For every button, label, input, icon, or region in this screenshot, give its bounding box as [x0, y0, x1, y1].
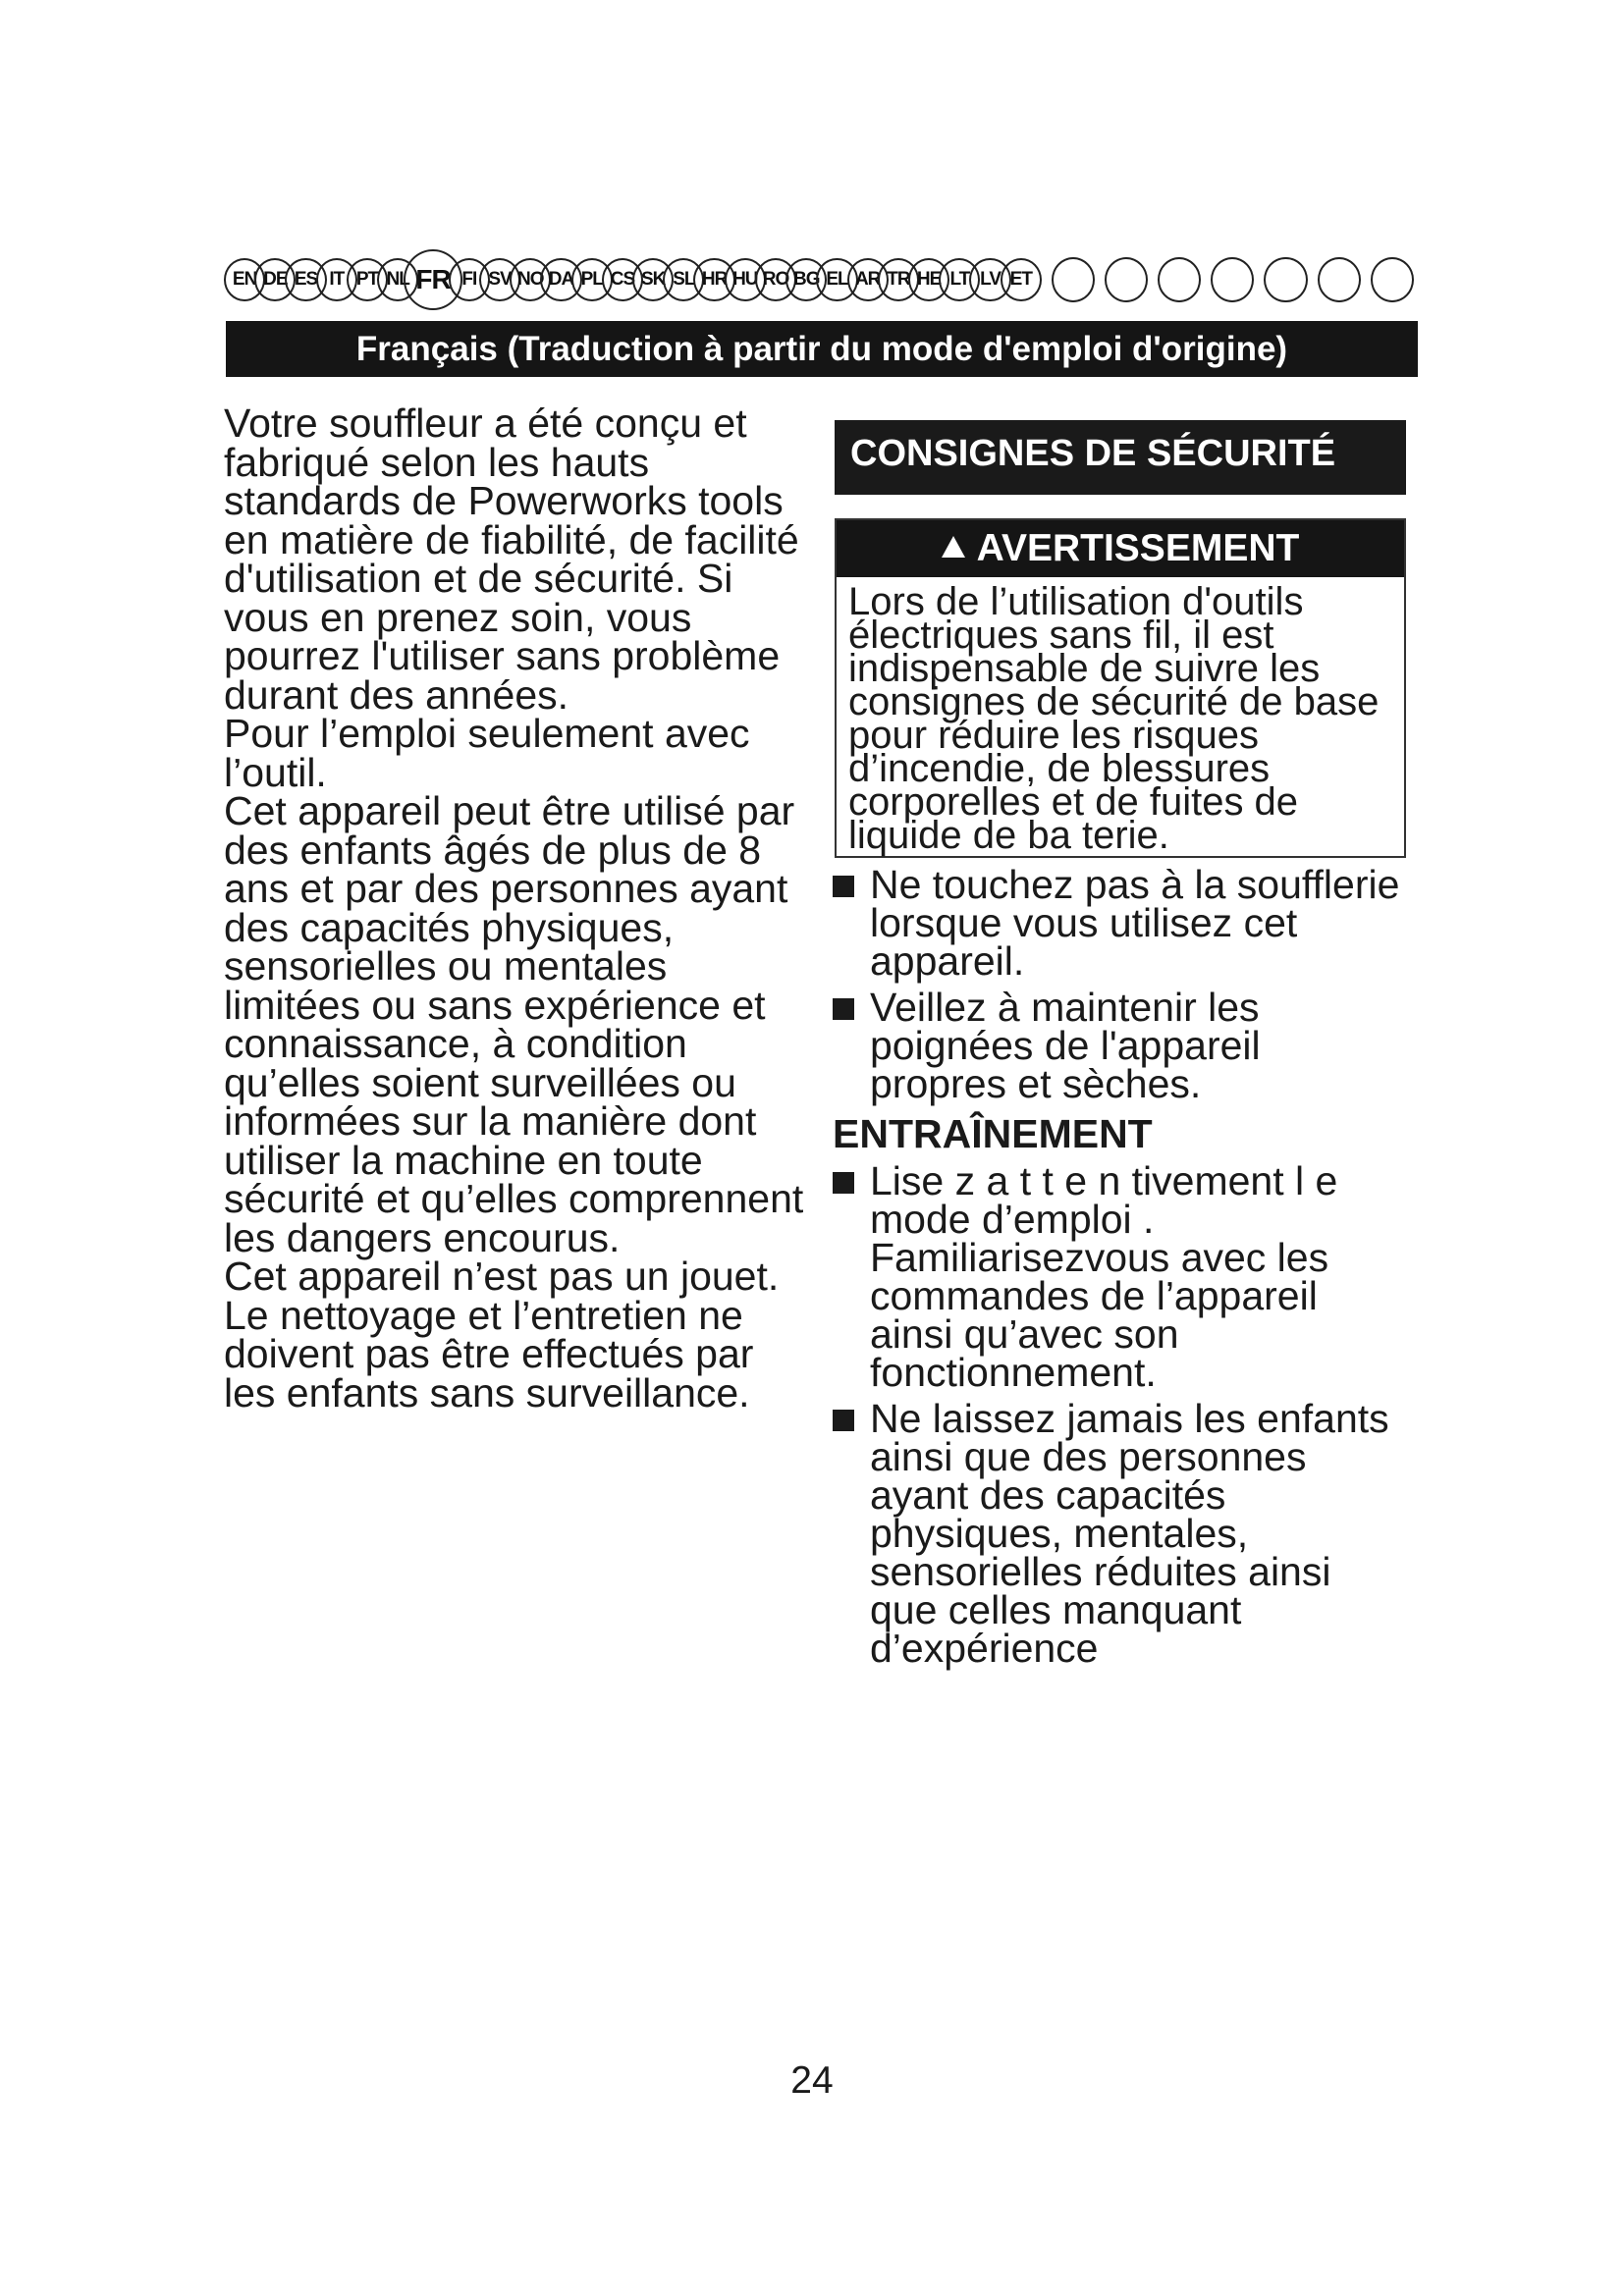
bullet-square-icon	[833, 876, 854, 897]
safety-section-title: CONSIGNES DE SÉCURITÉ	[835, 420, 1406, 495]
lang-pt[interactable]: PT	[347, 258, 388, 301]
bullet-text: Ne touchez pas à la soufflerie lorsque vous utilisez cet appareil.	[870, 862, 1400, 984]
bullet-text: Lise z a t t e n tivement l e mode d’emploi . Familiarisezvous avec les commandes de l’appareil ainsi qu’avec son fonctionnement.	[870, 1158, 1338, 1395]
lang-cs[interactable]: CS	[602, 258, 643, 301]
safety-bullets	[833, 862, 1407, 1671]
lang-empty-circle	[1211, 257, 1254, 302]
lang-empty-circle	[1318, 257, 1361, 302]
warning-title: AVERTISSEMENT	[976, 527, 1300, 569]
lang-fi[interactable]: FI	[449, 258, 490, 301]
lang-ro[interactable]: RO	[755, 258, 796, 301]
intro-paragraph: Votre souffleur a été conçu et fabriqué selon les hauts standards de Powerworks tools en matière de fiabilité, de facilité d'utilisation et de sécurité. Si vous en prenez soin, vous pourrez l'utiliser sans problème durant des années.	[224, 400, 799, 718]
warning-triangle-icon	[942, 536, 965, 558]
training-heading: ENTRAÎNEMENT	[833, 1111, 1153, 1156]
lang-de[interactable]: DE	[254, 258, 296, 301]
bullet-text: Veillez à maintenir les poignées de l'appareil propres et sèches.	[870, 985, 1261, 1106]
lang-el[interactable]: EL	[816, 258, 857, 301]
language-selector	[224, 257, 1424, 302]
lang-empty-circle	[1264, 257, 1307, 302]
lang-it[interactable]: IT	[316, 258, 357, 301]
lang-hu[interactable]: HU	[725, 258, 766, 301]
bullet-square-icon	[833, 1410, 854, 1431]
lang-empty-circle	[1371, 257, 1414, 302]
lang-bg[interactable]: BG	[785, 258, 827, 301]
warning-text: Lors de l’utilisation d'outils électriques sans fil, il est indispensable de suivre les consignes de sécurité de base pour réduire les risques d’incendie, de blessures corporelles et de fuites de liquide de ba terie.	[848, 580, 1380, 857]
usage-paragraph: Pour l’emploi seulement avec l’outil.	[224, 711, 750, 795]
page-title-bar: Français (Traduction à partir du mode d'emploi d'origine)	[226, 321, 1418, 377]
lang-lt[interactable]: LT	[939, 258, 980, 301]
lang-tr[interactable]: TR	[878, 258, 919, 301]
list-item	[833, 1396, 1407, 1671]
lang-sl[interactable]: SL	[663, 258, 704, 301]
lang-no[interactable]: NO	[510, 258, 551, 301]
toy-paragraph: Cet appareil n’est pas un jouet. Le nettoyage et l’entretien ne doivent pas être effectués par les enfants sans surveillance.	[224, 1254, 780, 1415]
lang-sv[interactable]: SV	[479, 258, 520, 301]
warning-header	[837, 520, 1404, 577]
lang-lv[interactable]: LV	[969, 258, 1010, 301]
bullet-text: Ne laissez jamais les enfants ainsi que des personnes ayant des capacités physiques, mentales, sensorielles réduites ainsi que celles manquant d’expérience	[870, 1396, 1389, 1671]
bullet-square-icon	[833, 998, 854, 1020]
lang-empty-circle	[1105, 257, 1148, 302]
children-paragraph: Cet appareil peut être utilisé par des enfants âgés de plus de 8 ans et par des personnes ayant des capacités physiques, sensorielles ou mentales limitées ou sans expérience et connaissance, à condition qu’elles soient surveillées ou informées sur la manière dont utiliser la machine en toute sécurité et qu’elles comprennent les dangers encourus.	[224, 788, 804, 1260]
page-number: 24	[790, 2059, 834, 2102]
lang-pl[interactable]: PL	[571, 258, 613, 301]
lang-sk[interactable]: SK	[632, 258, 674, 301]
lang-da[interactable]: DA	[540, 258, 581, 301]
lang-hr[interactable]: HR	[693, 258, 734, 301]
left-column	[224, 400, 813, 1415]
list-item	[833, 862, 1407, 984]
lang-ar[interactable]: AR	[847, 258, 889, 301]
list-item	[833, 1158, 1407, 1395]
right-column	[833, 420, 1407, 1676]
lang-he[interactable]: HE	[908, 258, 949, 301]
lang-et[interactable]: ET	[1001, 258, 1042, 301]
lang-empty-circle	[1052, 257, 1095, 302]
lang-en[interactable]: EN	[224, 258, 265, 301]
lang-fr-active[interactable]: FR	[404, 249, 461, 310]
lang-es[interactable]: ES	[285, 258, 326, 301]
lang-empty-circle	[1158, 257, 1201, 302]
warning-box	[835, 518, 1406, 858]
list-item	[833, 985, 1407, 1106]
lang-nl[interactable]: NL	[377, 258, 418, 301]
bullet-square-icon	[833, 1172, 854, 1194]
